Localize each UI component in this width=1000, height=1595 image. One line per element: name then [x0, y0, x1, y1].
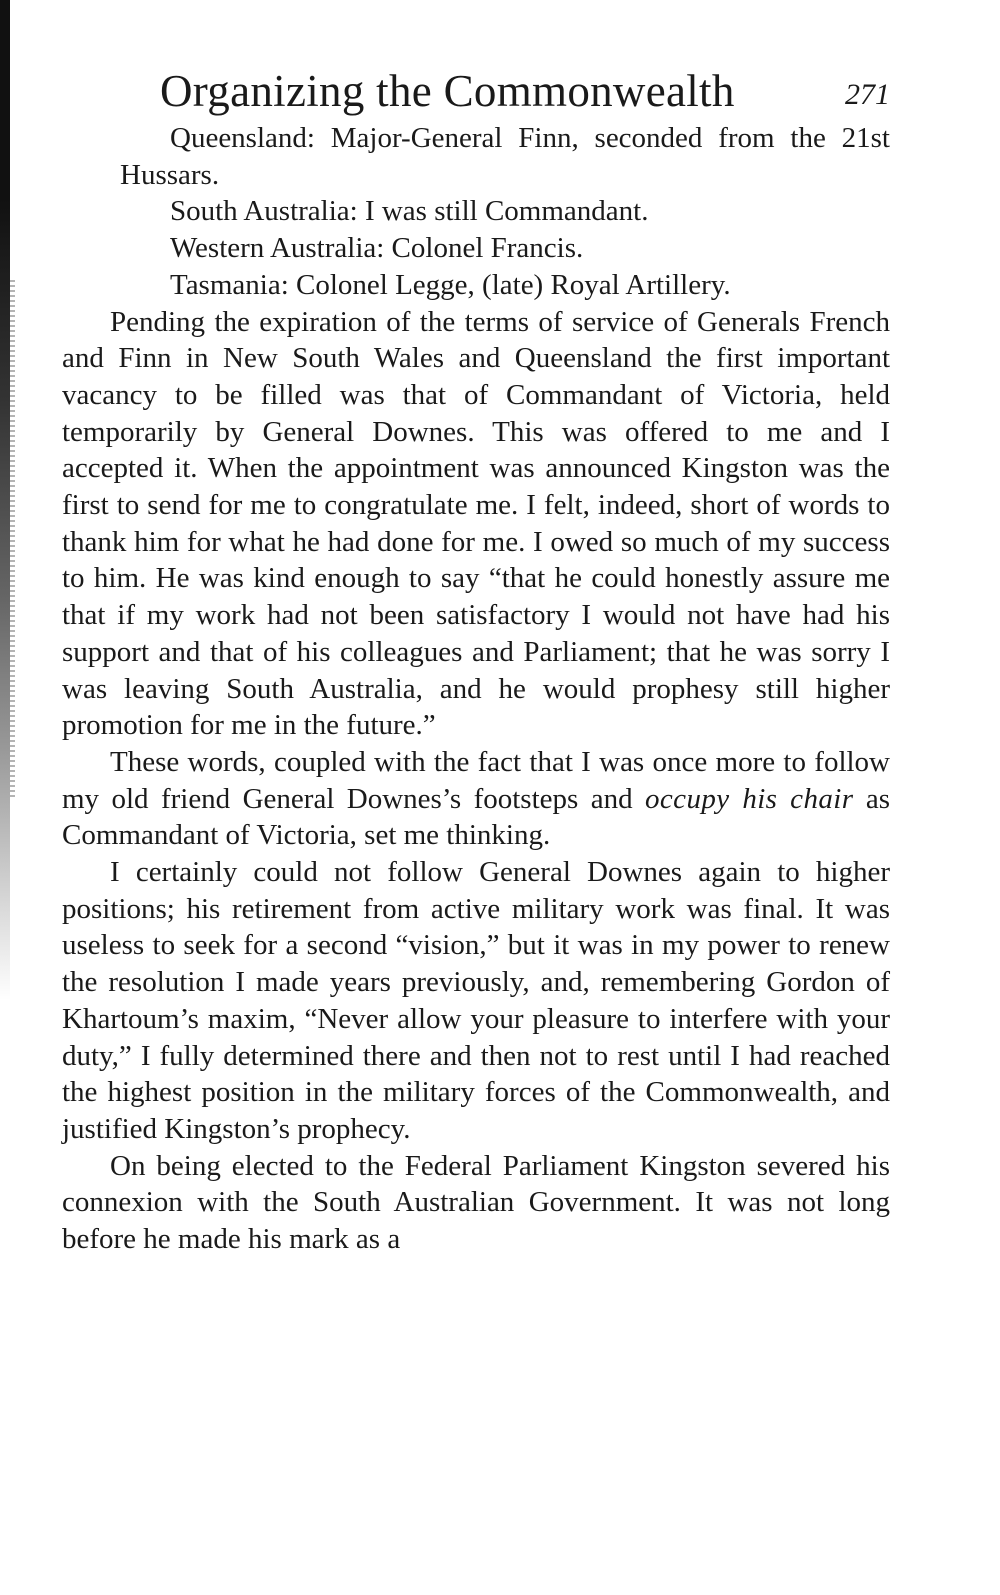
paragraph-text: These words, coupled with the fact that I was once more to follow my old friend General Downes’s footsteps and — [62, 745, 890, 815]
list-item: Western Australia: Colonel Francis. — [170, 232, 584, 265]
running-head — [62, 62, 890, 120]
scan-edge-fringe — [10, 280, 15, 800]
paragraph: On being elected to the Federal Parliament Kingston severed his connexion with the South Australian Government. It was not long before he made his mark as a — [62, 1149, 890, 1256]
paragraph — [62, 744, 890, 854]
scan-binding-edge — [0, 0, 10, 1000]
body-text — [62, 120, 890, 1258]
paragraph: I certainly could not follow General Downes again to higher positions; his retirement from active military work was final. It was useless to seek for a second “vision,” but it was in my power to renew the resolution I made years previously, and, remembering Gordon of Khartoum’s maxim, “Never allow your pleasure to interfere with your duty,” I fully determined there and then not to rest until I had reached the highest position in the military forces of the Commonwealth, and justified Kingston’s prophecy. — [62, 856, 890, 1145]
list-item: Tasmania: Colonel Legge, (late) Royal Artillery. — [170, 268, 731, 301]
paragraph: Pending the expiration of the terms of service of Generals French and Finn in New South Wales and Queensland the first important vacancy to be filled was that of Commandant of Victoria, held temporarily by General Downes. This was offered to me and I accepted it. When the appointment was announced Kingston was the first to send for me to congratulate me. I felt, indeed, short of words to thank him for what he had done for me. I owed so much of my success to him. He was kind enough to say “that he could honestly assure me that if my work had not been satisfactory I would not have had his support and that of his colleagues and Parliament; that he was sorry I was leaving South Australia, and he would prophesy still higher promotion for me in the future.” — [62, 305, 890, 742]
paragraph-text: as Commandant of Victoria, set me thinking. — [62, 782, 890, 852]
list-item: Queensland: Major-General Finn, seconded from the 21st Hussars. — [120, 122, 890, 191]
book-page — [62, 62, 890, 1258]
italic-phrase: occupy his chair — [645, 782, 854, 815]
list-item: South Australia: I was still Commandant. — [170, 195, 649, 228]
commandant-list — [62, 120, 890, 304]
page-number: 271 — [845, 78, 890, 111]
chapter-title: Organizing the Commonwealth — [160, 66, 735, 116]
